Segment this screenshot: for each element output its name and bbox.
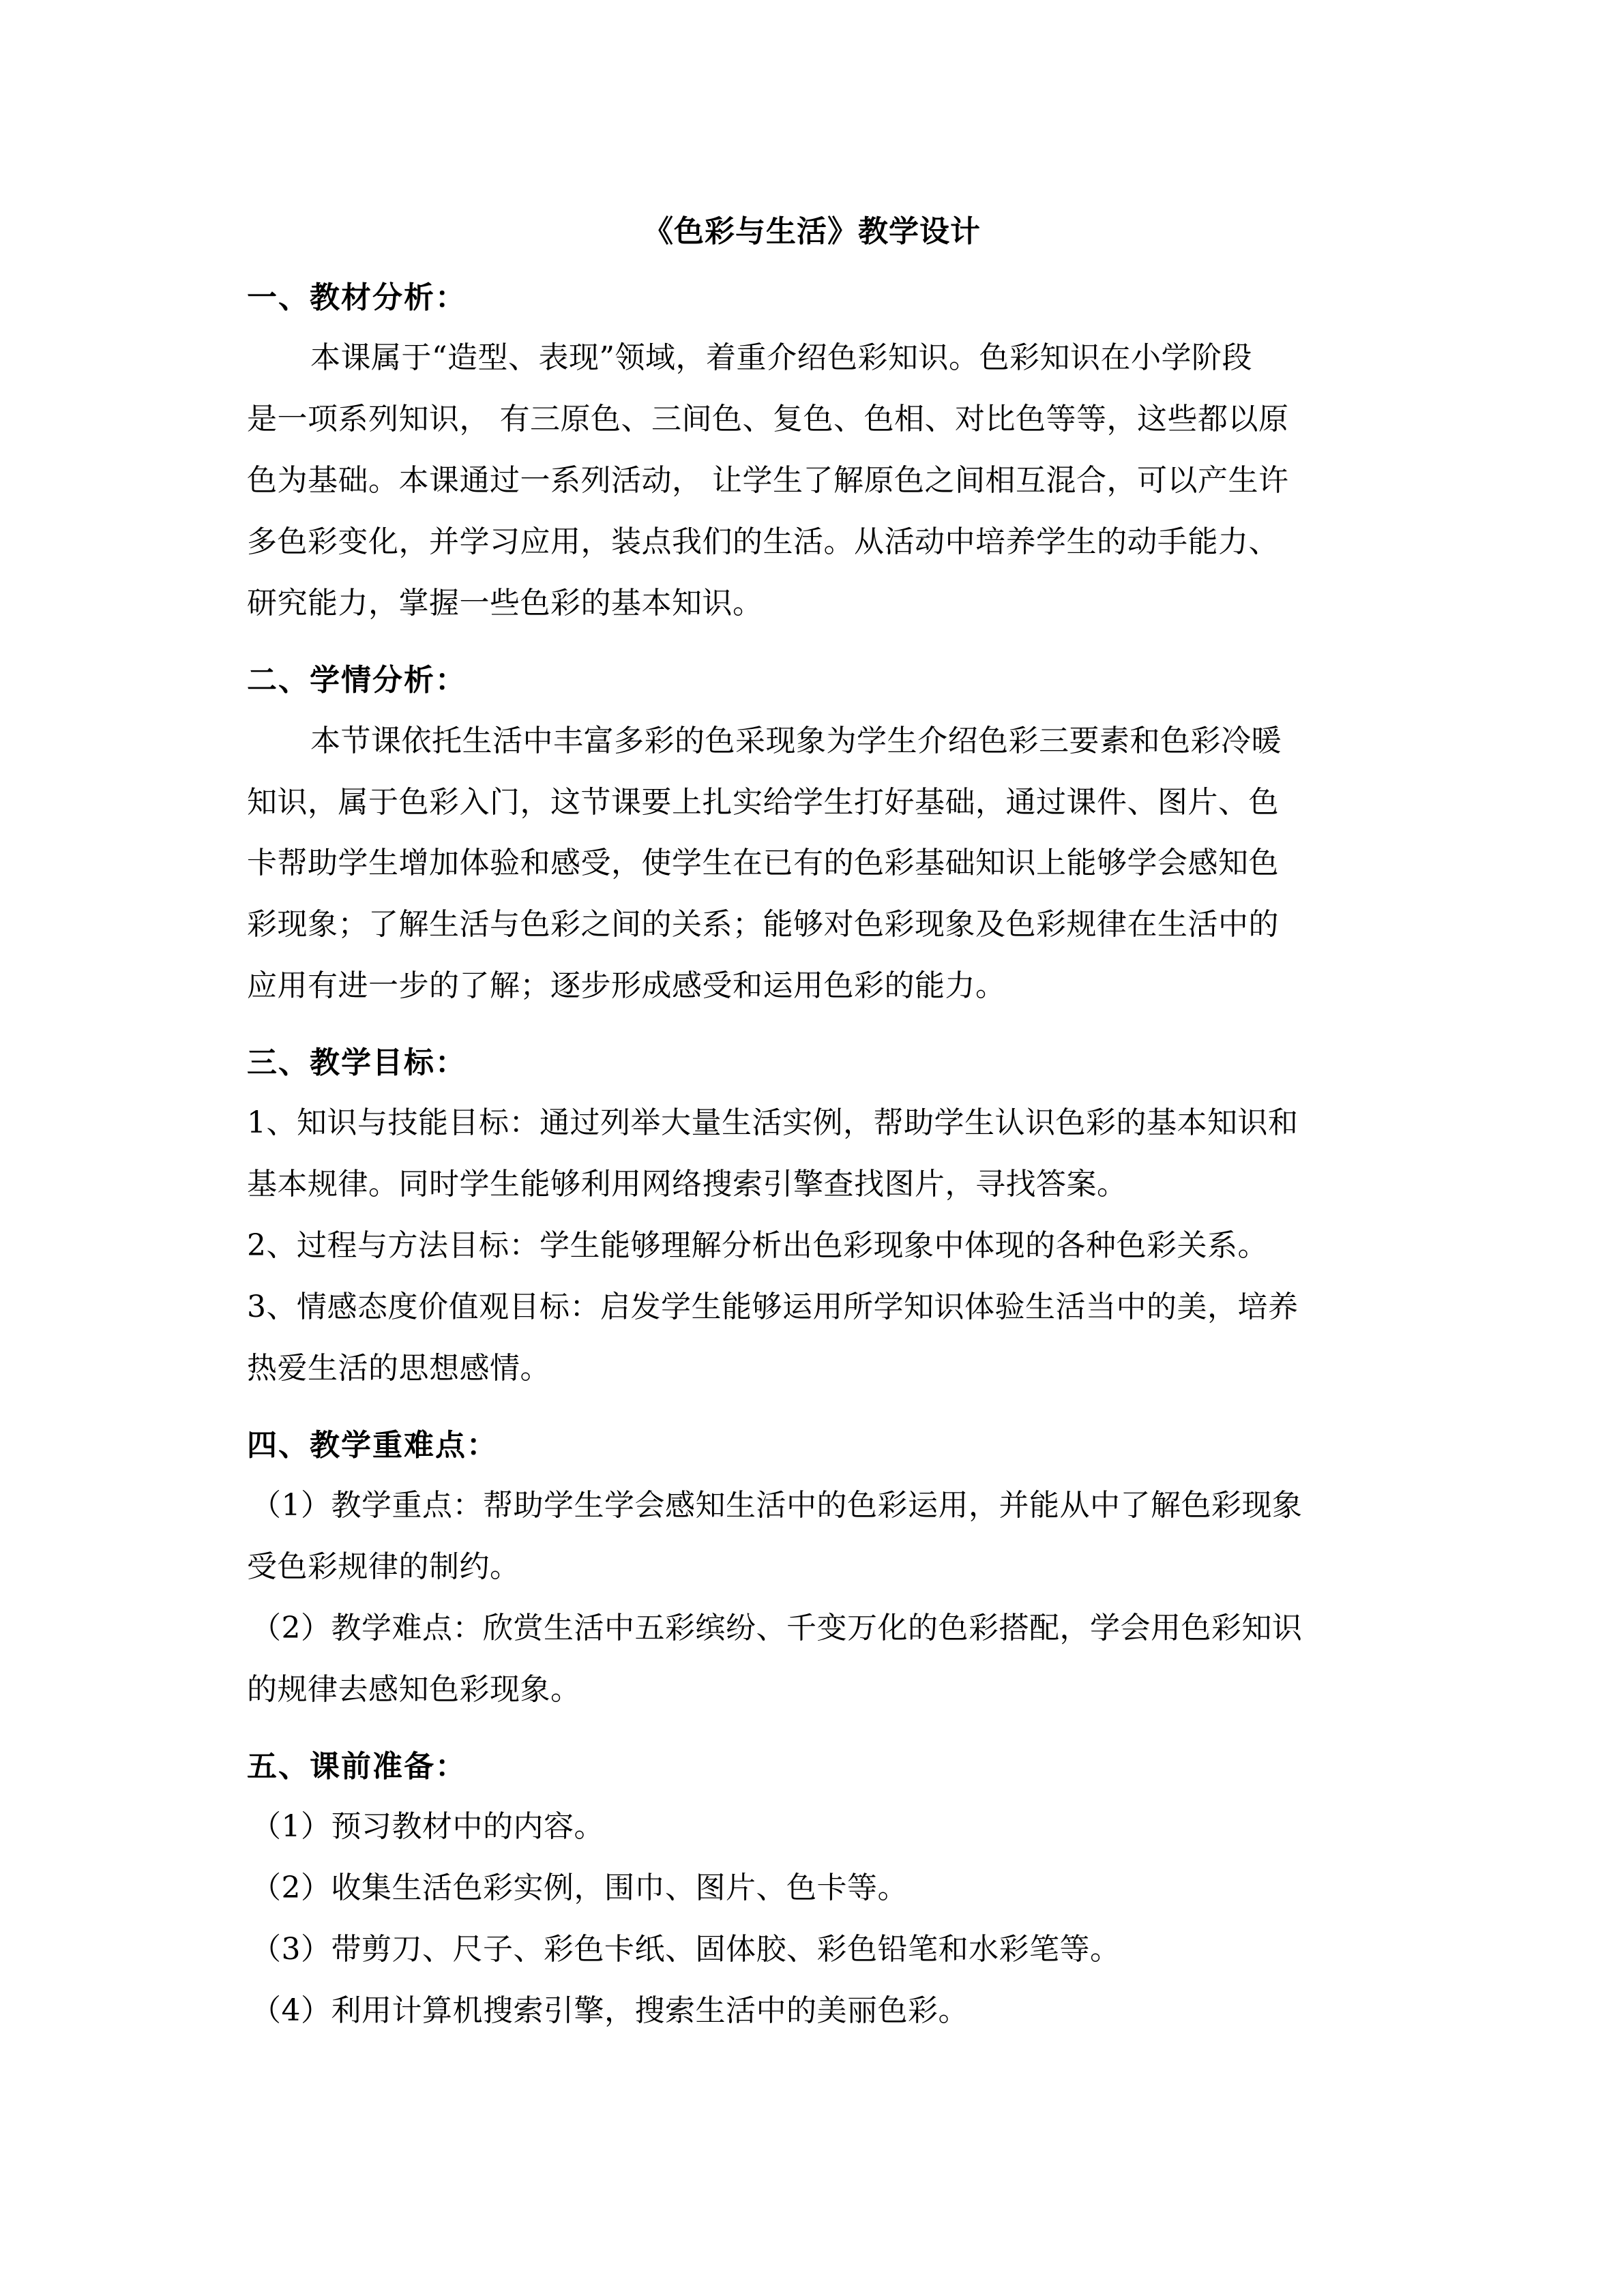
list-item: （2）收集生活色彩实例，围巾、图片、色卡等。 bbox=[251, 1870, 908, 1905]
paragraph-line: 应用有进一步的了解；逐步形成感受和运用色彩的能力。 bbox=[247, 968, 1006, 1003]
paragraph-line: （1）教学重点：帮助学生学会感知生活中的色彩运用，并能从中了解色彩现象 bbox=[251, 1488, 1303, 1523]
list-item: （4）利用计算机搜索引擎，搜索生活中的美丽色彩。 bbox=[251, 1993, 969, 2028]
paragraph-line: 的规律去感知色彩现象。 bbox=[247, 1672, 581, 1707]
paragraph-line: 基本规律。同时学生能够利用网络搜索引擎查找图片，寻找答案。 bbox=[247, 1167, 1127, 1202]
paragraph-line: 研究能力，掌握一些色彩的基本知识。 bbox=[247, 586, 763, 621]
paragraph-line: （2）教学难点：欣赏生活中五彩缤纷、千变万化的色彩搭配，学会用色彩知识 bbox=[251, 1611, 1303, 1645]
list-item: （3）带剪刀、尺子、彩色卡纸、固体胶、彩色铅笔和水彩笔等。 bbox=[251, 1932, 1121, 1967]
paragraph-line: 热爱生活的思想感情。 bbox=[247, 1351, 550, 1386]
list-item: （1）预习教材中的内容。 bbox=[251, 1809, 604, 1844]
document-title: 《色彩与生活》教学设计 bbox=[643, 214, 981, 249]
section-heading-textbook-analysis: 一、教材分析： bbox=[247, 280, 467, 315]
paragraph-line: 卡帮助学生增加体验和感受，使学生在已有的色彩基础知识上能够学会感知色 bbox=[247, 846, 1279, 880]
paragraph-line: 彩现象；了解生活与色彩之间的关系；能够对色彩现象及色彩规律在生活中的 bbox=[247, 907, 1279, 942]
paragraph-line: 知识，属于色彩入门，这节课要上扎实给学生打好基础，通过课件、图片、色 bbox=[247, 785, 1279, 820]
section-heading-learner-analysis: 二、学情分析： bbox=[247, 663, 467, 698]
paragraph-line: 是一项系列知识， 有三原色、三间色、复色、色相、对比色等等，这些都以原 bbox=[247, 402, 1289, 436]
section-heading-teaching-objectives: 三、教学目标： bbox=[247, 1045, 467, 1080]
section-heading-preparation: 五、课前准备： bbox=[247, 1749, 467, 1784]
paragraph-line: 3、情感态度价值观目标：启发学生能够运用所学知识体验生活当中的美，培养 bbox=[247, 1289, 1299, 1324]
paragraph-line: 多色彩变化，并学习应用，装点我们的生活。从活动中培养学生的动手能力、 bbox=[247, 524, 1279, 559]
paragraph-line: 本课属于“造型、表现”领域，着重介绍色彩知识。色彩知识在小学阶段 bbox=[310, 340, 1252, 375]
paragraph-line: 色为基础。本课通过一系列活动， 让学生了解原色之间相互混合，可以产生许 bbox=[247, 463, 1289, 498]
paragraph-line: 1、知识与技能目标：通过列举大量生活实例，帮助学生认识色彩的基本知识和 bbox=[247, 1105, 1299, 1140]
paragraph-line: 受色彩规律的制约。 bbox=[247, 1549, 520, 1584]
paragraph-line: 2、过程与方法目标：学生能够理解分析出色彩现象中体现的各种色彩关系。 bbox=[247, 1228, 1268, 1263]
section-heading-key-difficulties: 四、教学重难点： bbox=[247, 1428, 498, 1463]
paragraph-line: 本节课依托生活中丰富多彩的色采现象为学生介绍色彩三要素和色彩冷暖 bbox=[310, 724, 1282, 758]
